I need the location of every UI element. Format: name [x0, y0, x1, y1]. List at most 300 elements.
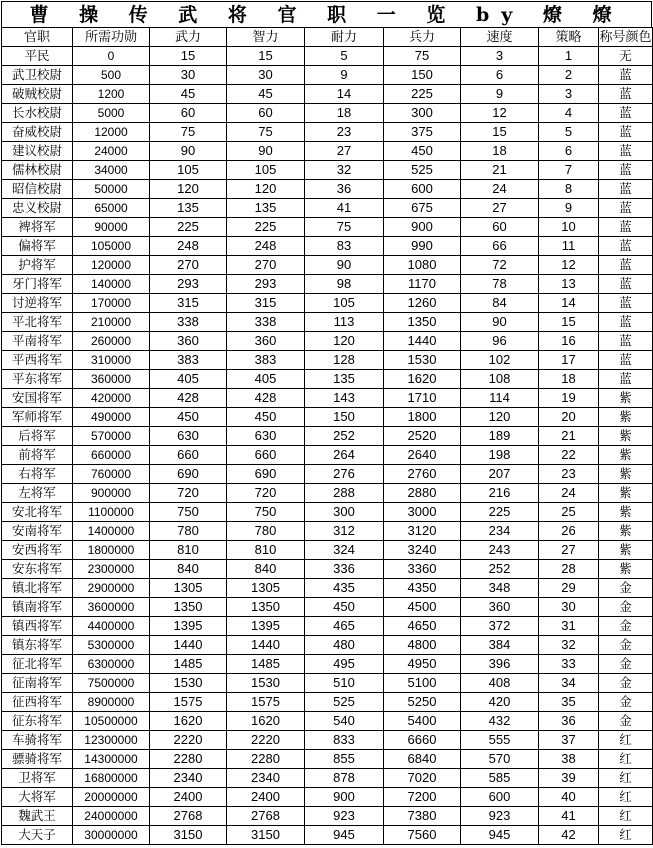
cell-intellect: 338 — [227, 313, 305, 332]
cell-strength: 45 — [150, 85, 227, 104]
cell-title-color: 蓝 — [599, 275, 653, 294]
cell-rank: 后将军 — [2, 427, 73, 446]
cell-speed: 348 — [461, 579, 539, 598]
cell-rank: 左将军 — [2, 484, 73, 503]
cell-troops: 4650 — [384, 617, 461, 636]
cell-troops: 4800 — [384, 636, 461, 655]
table-row — [2, 484, 653, 503]
cell-rank: 征北将军 — [2, 655, 73, 674]
header-troops: 兵力 — [384, 28, 461, 47]
cell-rank: 长水校尉 — [2, 104, 73, 123]
cell-strategy: 6 — [539, 142, 599, 161]
cell-merit: 24000000 — [73, 807, 150, 826]
cell-strength: 1620 — [150, 712, 227, 731]
cell-speed: 24 — [461, 180, 539, 199]
cell-strategy: 9 — [539, 199, 599, 218]
cell-merit: 420000 — [73, 389, 150, 408]
table-row — [2, 636, 653, 655]
cell-title-color: 紫 — [599, 408, 653, 427]
cell-merit: 7500000 — [73, 674, 150, 693]
cell-intellect: 810 — [227, 541, 305, 560]
cell-strategy: 37 — [539, 731, 599, 750]
cell-strength: 660 — [150, 446, 227, 465]
table-row — [2, 389, 653, 408]
cell-merit: 1800000 — [73, 541, 150, 560]
cell-strategy: 1 — [539, 47, 599, 66]
table-row — [2, 712, 653, 731]
table-row — [2, 66, 653, 85]
cell-strength: 405 — [150, 370, 227, 389]
cell-stamina: 312 — [305, 522, 384, 541]
cell-troops: 4500 — [384, 598, 461, 617]
cell-rank: 平北将军 — [2, 313, 73, 332]
header-rank: 官职 — [2, 28, 73, 47]
cell-rank: 裨将军 — [2, 218, 73, 237]
cell-rank: 卫将军 — [2, 769, 73, 788]
cell-title-color: 金 — [599, 655, 653, 674]
cell-troops: 1530 — [384, 351, 461, 370]
table-row — [2, 332, 653, 351]
cell-title-color: 金 — [599, 579, 653, 598]
cell-title-color: 蓝 — [599, 199, 653, 218]
cell-intellect: 2340 — [227, 769, 305, 788]
cell-strategy: 4 — [539, 104, 599, 123]
cell-strength: 2220 — [150, 731, 227, 750]
cell-merit: 16800000 — [73, 769, 150, 788]
cell-merit: 170000 — [73, 294, 150, 313]
header-speed: 速度 — [461, 28, 539, 47]
header-stamina: 耐力 — [305, 28, 384, 47]
cell-rank: 平南将军 — [2, 332, 73, 351]
cell-strategy: 3 — [539, 85, 599, 104]
cell-title-color: 红 — [599, 807, 653, 826]
cell-stamina: 252 — [305, 427, 384, 446]
table-row — [2, 503, 653, 522]
table-row — [2, 313, 653, 332]
cell-troops: 1710 — [384, 389, 461, 408]
cell-speed: 600 — [461, 788, 539, 807]
cell-strength: 720 — [150, 484, 227, 503]
cell-stamina: 465 — [305, 617, 384, 636]
table-row — [2, 674, 653, 693]
cell-rank: 安西将军 — [2, 541, 73, 560]
table-row — [2, 541, 653, 560]
cell-rank: 儒林校尉 — [2, 161, 73, 180]
cell-intellect: 450 — [227, 408, 305, 427]
cell-merit: 0 — [73, 47, 150, 66]
cell-intellect: 248 — [227, 237, 305, 256]
cell-rank: 大天子 — [2, 826, 73, 845]
cell-title-color: 蓝 — [599, 142, 653, 161]
cell-rank: 忠义校尉 — [2, 199, 73, 218]
cell-speed: 9 — [461, 85, 539, 104]
cell-strategy: 18 — [539, 370, 599, 389]
table-row — [2, 522, 653, 541]
cell-strategy: 33 — [539, 655, 599, 674]
cell-speed: 84 — [461, 294, 539, 313]
header-strength: 武力 — [150, 28, 227, 47]
cell-speed: 108 — [461, 370, 539, 389]
cell-strength: 428 — [150, 389, 227, 408]
cell-speed: 12 — [461, 104, 539, 123]
cell-troops: 675 — [384, 199, 461, 218]
cell-merit: 2300000 — [73, 560, 150, 579]
cell-strength: 1530 — [150, 674, 227, 693]
cell-speed: 555 — [461, 731, 539, 750]
cell-intellect: 135 — [227, 199, 305, 218]
cell-stamina: 336 — [305, 560, 384, 579]
cell-speed: 570 — [461, 750, 539, 769]
cell-stamina: 27 — [305, 142, 384, 161]
cell-speed: 225 — [461, 503, 539, 522]
cell-rank: 平东将军 — [2, 370, 73, 389]
cell-troops: 2640 — [384, 446, 461, 465]
header-title-color: 称号颜色 — [599, 28, 653, 47]
cell-speed: 384 — [461, 636, 539, 655]
cell-title-color: 蓝 — [599, 180, 653, 199]
cell-intellect: 120 — [227, 180, 305, 199]
cell-merit: 90000 — [73, 218, 150, 237]
cell-title-color: 金 — [599, 674, 653, 693]
cell-stamina: 510 — [305, 674, 384, 693]
cell-speed: 234 — [461, 522, 539, 541]
cell-rank: 骠骑将军 — [2, 750, 73, 769]
cell-strategy: 11 — [539, 237, 599, 256]
cell-speed: 66 — [461, 237, 539, 256]
table-row — [2, 142, 653, 161]
cell-troops: 1350 — [384, 313, 461, 332]
cell-stamina: 435 — [305, 579, 384, 598]
cell-speed: 15 — [461, 123, 539, 142]
table-row — [2, 104, 653, 123]
cell-intellect: 1305 — [227, 579, 305, 598]
cell-strategy: 39 — [539, 769, 599, 788]
cell-stamina: 480 — [305, 636, 384, 655]
cell-merit: 490000 — [73, 408, 150, 427]
cell-troops: 300 — [384, 104, 461, 123]
cell-stamina: 900 — [305, 788, 384, 807]
cell-strength: 270 — [150, 256, 227, 275]
cell-rank: 平西将军 — [2, 351, 73, 370]
cell-merit: 2900000 — [73, 579, 150, 598]
cell-title-color: 蓝 — [599, 161, 653, 180]
cell-merit: 5300000 — [73, 636, 150, 655]
cell-strength: 120 — [150, 180, 227, 199]
cell-troops: 3000 — [384, 503, 461, 522]
cell-troops: 3240 — [384, 541, 461, 560]
cell-strength: 840 — [150, 560, 227, 579]
table-row — [2, 161, 653, 180]
cell-intellect: 2220 — [227, 731, 305, 750]
cell-strength: 450 — [150, 408, 227, 427]
cell-troops: 4950 — [384, 655, 461, 674]
table-row — [2, 598, 653, 617]
cell-title-color: 无 — [599, 47, 653, 66]
cell-troops: 1620 — [384, 370, 461, 389]
cell-stamina: 264 — [305, 446, 384, 465]
cell-strategy: 38 — [539, 750, 599, 769]
cell-troops: 1440 — [384, 332, 461, 351]
cell-troops: 900 — [384, 218, 461, 237]
cell-strength: 338 — [150, 313, 227, 332]
cell-merit: 6300000 — [73, 655, 150, 674]
cell-rank: 征东将军 — [2, 712, 73, 731]
cell-title-color: 金 — [599, 617, 653, 636]
cell-rank: 大将军 — [2, 788, 73, 807]
cell-stamina: 113 — [305, 313, 384, 332]
cell-stamina: 276 — [305, 465, 384, 484]
cell-title-color: 金 — [599, 636, 653, 655]
cell-strategy: 14 — [539, 294, 599, 313]
page-title: 曹 操 传 武 将 官 职 一 览 by 燎 燎 — [1, 1, 652, 27]
cell-intellect: 1395 — [227, 617, 305, 636]
cell-rank: 右将军 — [2, 465, 73, 484]
cell-intellect: 3150 — [227, 826, 305, 845]
cell-rank: 建议校尉 — [2, 142, 73, 161]
cell-title-color: 蓝 — [599, 294, 653, 313]
cell-intellect: 60 — [227, 104, 305, 123]
cell-strategy: 30 — [539, 598, 599, 617]
cell-strategy: 34 — [539, 674, 599, 693]
cell-title-color: 蓝 — [599, 351, 653, 370]
cell-rank: 安国将军 — [2, 389, 73, 408]
cell-title-color: 金 — [599, 712, 653, 731]
cell-rank: 军师将军 — [2, 408, 73, 427]
table-row — [2, 47, 653, 66]
cell-title-color: 紫 — [599, 484, 653, 503]
cell-speed: 189 — [461, 427, 539, 446]
cell-strength: 15 — [150, 47, 227, 66]
cell-rank: 镇西将军 — [2, 617, 73, 636]
cell-merit: 1100000 — [73, 503, 150, 522]
cell-troops: 3360 — [384, 560, 461, 579]
cell-speed: 90 — [461, 313, 539, 332]
cell-strength: 750 — [150, 503, 227, 522]
cell-strength: 1575 — [150, 693, 227, 712]
cell-speed: 18 — [461, 142, 539, 161]
cell-strength: 1395 — [150, 617, 227, 636]
cell-stamina: 855 — [305, 750, 384, 769]
cell-strength: 75 — [150, 123, 227, 142]
cell-stamina: 83 — [305, 237, 384, 256]
cell-stamina: 450 — [305, 598, 384, 617]
cell-rank: 讨逆将军 — [2, 294, 73, 313]
cell-rank: 安北将军 — [2, 503, 73, 522]
cell-intellect: 315 — [227, 294, 305, 313]
cell-rank: 昭信校尉 — [2, 180, 73, 199]
cell-stamina: 324 — [305, 541, 384, 560]
cell-strength: 30 — [150, 66, 227, 85]
cell-strength: 810 — [150, 541, 227, 560]
cell-merit: 660000 — [73, 446, 150, 465]
cell-strategy: 15 — [539, 313, 599, 332]
cell-speed: 420 — [461, 693, 539, 712]
cell-troops: 75 — [384, 47, 461, 66]
cell-merit: 900000 — [73, 484, 150, 503]
cell-stamina: 75 — [305, 218, 384, 237]
cell-merit: 210000 — [73, 313, 150, 332]
cell-intellect: 105 — [227, 161, 305, 180]
cell-rank: 征西将军 — [2, 693, 73, 712]
cell-title-color: 紫 — [599, 465, 653, 484]
cell-strength: 2768 — [150, 807, 227, 826]
cell-speed: 432 — [461, 712, 539, 731]
cell-strategy: 16 — [539, 332, 599, 351]
cell-strength: 383 — [150, 351, 227, 370]
cell-speed: 3 — [461, 47, 539, 66]
cell-title-color: 红 — [599, 788, 653, 807]
cell-intellect: 293 — [227, 275, 305, 294]
cell-speed: 120 — [461, 408, 539, 427]
cell-speed: 6 — [461, 66, 539, 85]
cell-intellect: 30 — [227, 66, 305, 85]
cell-strength: 2280 — [150, 750, 227, 769]
rank-table — [1, 27, 653, 845]
table-row — [2, 294, 653, 313]
cell-title-color: 紫 — [599, 446, 653, 465]
cell-troops: 6840 — [384, 750, 461, 769]
table-row — [2, 427, 653, 446]
cell-strategy: 13 — [539, 275, 599, 294]
cell-troops: 450 — [384, 142, 461, 161]
cell-strategy: 42 — [539, 826, 599, 845]
cell-stamina: 143 — [305, 389, 384, 408]
cell-merit: 1200 — [73, 85, 150, 104]
cell-troops: 7560 — [384, 826, 461, 845]
cell-strategy: 29 — [539, 579, 599, 598]
cell-strategy: 35 — [539, 693, 599, 712]
cell-speed: 60 — [461, 218, 539, 237]
cell-title-color: 蓝 — [599, 237, 653, 256]
cell-merit: 4400000 — [73, 617, 150, 636]
cell-stamina: 120 — [305, 332, 384, 351]
cell-strength: 293 — [150, 275, 227, 294]
cell-speed: 396 — [461, 655, 539, 674]
cell-strategy: 17 — [539, 351, 599, 370]
table-row — [2, 351, 653, 370]
header-merit: 所需功勋 — [73, 28, 150, 47]
cell-stamina: 945 — [305, 826, 384, 845]
cell-speed: 72 — [461, 256, 539, 275]
cell-title-color: 蓝 — [599, 85, 653, 104]
cell-intellect: 405 — [227, 370, 305, 389]
cell-title-color: 紫 — [599, 541, 653, 560]
table-row — [2, 826, 653, 845]
header-intellect: 智力 — [227, 28, 305, 47]
header-row — [2, 28, 653, 47]
cell-rank: 奋威校尉 — [2, 123, 73, 142]
cell-strategy: 8 — [539, 180, 599, 199]
cell-troops: 1260 — [384, 294, 461, 313]
cell-strength: 360 — [150, 332, 227, 351]
cell-intellect: 1350 — [227, 598, 305, 617]
cell-strength: 780 — [150, 522, 227, 541]
cell-intellect: 1575 — [227, 693, 305, 712]
cell-strength: 90 — [150, 142, 227, 161]
cell-intellect: 2280 — [227, 750, 305, 769]
cell-strength: 105 — [150, 161, 227, 180]
cell-rank: 镇东将军 — [2, 636, 73, 655]
cell-rank: 安南将军 — [2, 522, 73, 541]
cell-troops: 375 — [384, 123, 461, 142]
cell-intellect: 750 — [227, 503, 305, 522]
cell-speed: 243 — [461, 541, 539, 560]
cell-troops: 5100 — [384, 674, 461, 693]
cell-stamina: 5 — [305, 47, 384, 66]
cell-intellect: 1440 — [227, 636, 305, 655]
cell-speed: 252 — [461, 560, 539, 579]
cell-intellect: 780 — [227, 522, 305, 541]
cell-intellect: 1485 — [227, 655, 305, 674]
cell-speed: 585 — [461, 769, 539, 788]
cell-strength: 2340 — [150, 769, 227, 788]
cell-stamina: 833 — [305, 731, 384, 750]
cell-strength: 630 — [150, 427, 227, 446]
cell-speed: 78 — [461, 275, 539, 294]
cell-troops: 600 — [384, 180, 461, 199]
cell-strategy: 26 — [539, 522, 599, 541]
cell-intellect: 90 — [227, 142, 305, 161]
cell-troops: 2760 — [384, 465, 461, 484]
table-row — [2, 446, 653, 465]
cell-strength: 225 — [150, 218, 227, 237]
cell-merit: 30000000 — [73, 826, 150, 845]
cell-stamina: 23 — [305, 123, 384, 142]
cell-title-color: 蓝 — [599, 256, 653, 275]
cell-merit: 5000 — [73, 104, 150, 123]
cell-troops: 3120 — [384, 522, 461, 541]
cell-title-color: 蓝 — [599, 218, 653, 237]
table-row — [2, 788, 653, 807]
cell-merit: 105000 — [73, 237, 150, 256]
table-row — [2, 731, 653, 750]
cell-rank: 征南将军 — [2, 674, 73, 693]
cell-merit: 34000 — [73, 161, 150, 180]
cell-troops: 4350 — [384, 579, 461, 598]
cell-intellect: 75 — [227, 123, 305, 142]
cell-intellect: 270 — [227, 256, 305, 275]
cell-strategy: 25 — [539, 503, 599, 522]
cell-strength: 3150 — [150, 826, 227, 845]
cell-troops: 990 — [384, 237, 461, 256]
cell-intellect: 660 — [227, 446, 305, 465]
cell-strength: 2400 — [150, 788, 227, 807]
cell-merit: 50000 — [73, 180, 150, 199]
cell-stamina: 300 — [305, 503, 384, 522]
cell-merit: 65000 — [73, 199, 150, 218]
cell-stamina: 525 — [305, 693, 384, 712]
cell-rank: 车骑将军 — [2, 731, 73, 750]
cell-strength: 135 — [150, 199, 227, 218]
table-body — [2, 47, 653, 845]
cell-title-color: 红 — [599, 750, 653, 769]
cell-troops: 2520 — [384, 427, 461, 446]
cell-merit: 12300000 — [73, 731, 150, 750]
cell-strategy: 5 — [539, 123, 599, 142]
cell-merit: 10500000 — [73, 712, 150, 731]
cell-intellect: 2400 — [227, 788, 305, 807]
cell-strategy: 7 — [539, 161, 599, 180]
cell-title-color: 金 — [599, 693, 653, 712]
cell-strategy: 31 — [539, 617, 599, 636]
cell-title-color: 红 — [599, 826, 653, 845]
cell-strategy: 10 — [539, 218, 599, 237]
cell-merit: 500 — [73, 66, 150, 85]
cell-stamina: 36 — [305, 180, 384, 199]
cell-merit: 120000 — [73, 256, 150, 275]
cell-intellect: 690 — [227, 465, 305, 484]
cell-rank: 安东将军 — [2, 560, 73, 579]
